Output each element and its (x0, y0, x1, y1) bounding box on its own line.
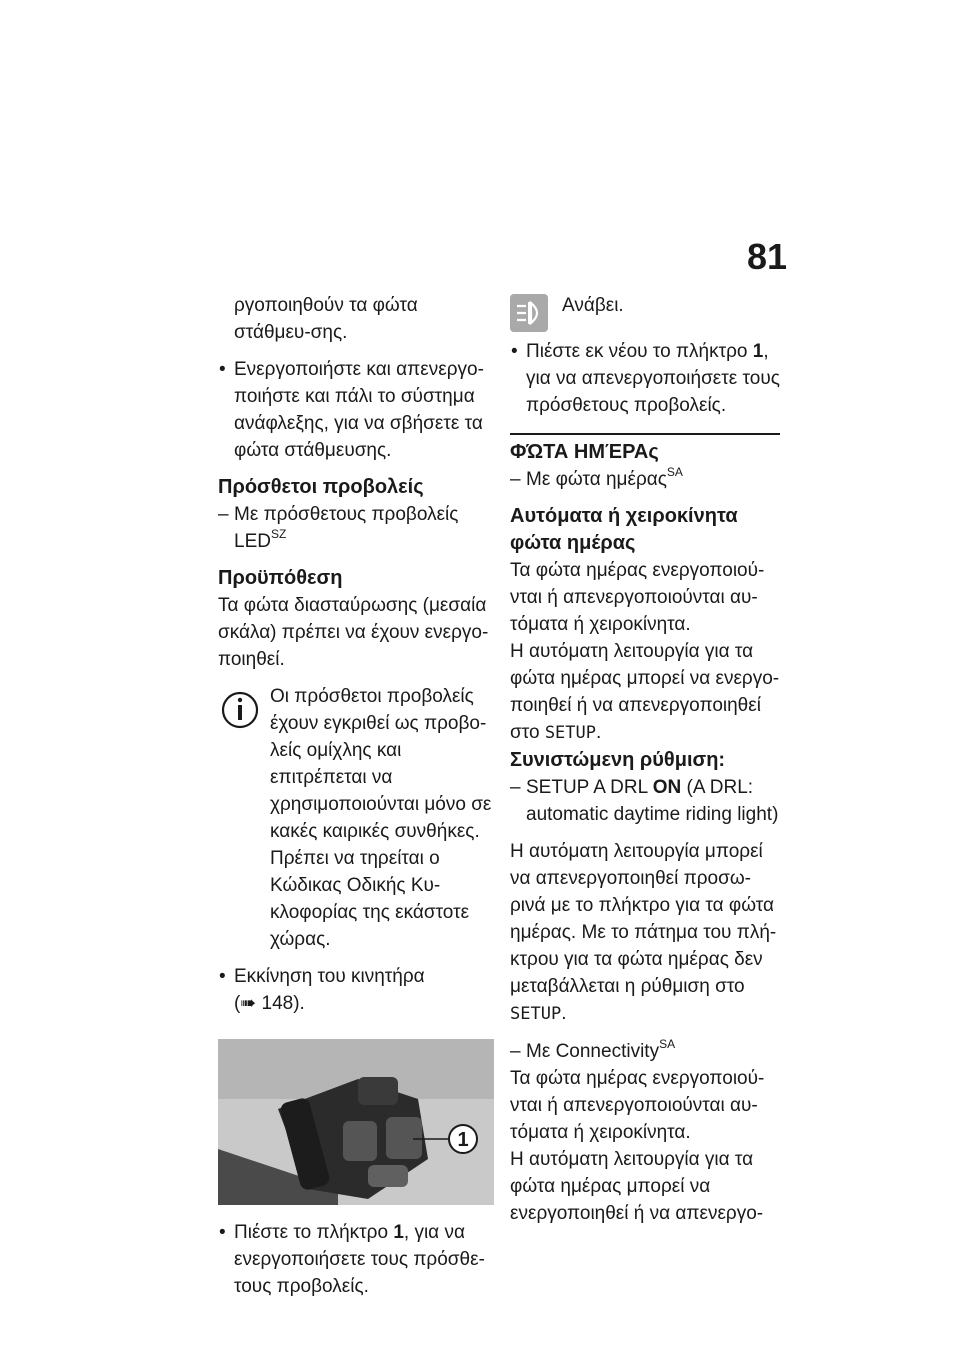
bullet-press-again (510, 338, 780, 419)
precondition-text: Τα φώτα διασταύρωσης (μεσαία σκάλα) πρέπει να έχουν ενεργο-ποιηθεί. (218, 595, 489, 670)
para-auto-mode-text: Η αυτόματη λειτουργία για τα φώτα ημέρας μπορεί να ενεργο-ποιηθεί ή να απενεργοποιηθεί στο (510, 641, 780, 743)
heading-additional-lights: Πρόσθετοι προβολείς (218, 476, 424, 498)
setting-path: SETUP A DRL (526, 777, 648, 798)
button-number: 1 (393, 1222, 404, 1243)
section-title-drl: ΦΏΤΑ ΗΜΈΡΑς (510, 433, 780, 466)
setting-desc: (A DRL: (686, 777, 754, 798)
para-auto-mode-end: . (596, 722, 602, 743)
para-connectivity-2: Η αυτόματη λειτουργία για τα φώτα ημέρας μπορεί να ενεργοποιηθεί ή να απενεργο- (510, 1149, 764, 1224)
bullet-start-engine: • Εκκίνηση του κινητήρα (218, 963, 494, 990)
continued-text: ργοποιηθούν τα φώτα στάθμευ-σης. (234, 295, 418, 343)
left-column (218, 292, 494, 1300)
recommended-setting (510, 774, 780, 828)
option-code-sa-2: SA (659, 1036, 676, 1051)
para-temporary-end: . (561, 1003, 567, 1024)
bullet-press-again-text: Πιέστε εκ νέου το πλήκτρο (526, 341, 748, 362)
right-column (510, 292, 780, 1227)
bullet-press-again-rest: , για να απενεργοποιήσετε τους πρόσθετους προβολείς. (526, 341, 780, 416)
setup-menu-ref-2: SETUP (510, 1004, 562, 1024)
option-code-sz: SZ (270, 526, 287, 541)
auxiliary-light-icon (510, 294, 548, 332)
heading-precondition: Προϋπόθεση (218, 567, 343, 589)
photo-callout-1: 1 (457, 1129, 469, 1151)
lights-on-row (510, 292, 780, 338)
setup-menu-ref: SETUP (544, 723, 596, 743)
bullet-press-rest: , για να ενεργοποιήσετε τους πρόσθε-τους προβολείς. (234, 1222, 485, 1297)
option-code-sa: SA (666, 464, 683, 479)
heading-recommended: Συνιστώμενη ρύθμιση: (510, 749, 726, 771)
lights-on-text: Ανάβει. (562, 295, 624, 316)
button-number-2: 1 (752, 341, 764, 362)
bullet-press-button (218, 1219, 494, 1300)
setting-value: ON (652, 777, 682, 798)
page-number: 81 (746, 236, 787, 277)
para-temporary-disable (510, 838, 780, 1028)
dash-led-text: Με πρόσθετους προβολείς LED (234, 504, 459, 552)
dash-connectivity-text: Με Connectivity (526, 1041, 660, 1062)
heading-auto-manual: Αυτόματα ή χειροκίνητα φώτα ημέρας (510, 505, 738, 554)
bullet-ignition: • Ενεργοποιήστε και απενεργο-ποιήστε και πάλι το σύστημα ανάφλεξης, για να σβήσετε τα φώτα στάθμευσης. (218, 356, 494, 464)
dash-connectivity (510, 1038, 780, 1065)
handlebar-switch-photo (218, 1039, 494, 1205)
bullet-press-text: Πιέστε το πλήκτρο (234, 1222, 389, 1243)
para-connectivity-1: Τα φώτα ημέρας ενεργοποιού-νται ή απενεργοποιούνται αυ-τόματα ή χειροκίνητα. (510, 1068, 765, 1143)
dash-led-lights (218, 501, 494, 555)
info-icon (220, 689, 260, 729)
setting-desc-2: automatic daytime riding light) (526, 804, 779, 825)
info-note (218, 683, 494, 953)
info-text: Οι πρόσθετοι προβολείς έχουν εγκριθεί ως προβο-λείς ομίχλης και επιτρέπεται να χρησιμοποιούνται μόνο σε κακές καιρικές συνθήκες. Πρέπει να τηρείται ο Κώδικας Οδικής Κυ-κλοφορίας της εκάστοτε χώρας. (270, 686, 492, 950)
dash-daytime-lights (510, 466, 780, 493)
para-auto-manual: Τα φώτα ημέρας ενεργοποιού-νται ή απενεργοποιούνται αυ-τόματα ή χειροκίνητα. (510, 560, 765, 635)
page-reference: (➠ 148). (234, 993, 305, 1014)
dash-daytime-text: Με φώτα ημέρας (526, 469, 667, 490)
para-auto-mode (510, 638, 780, 747)
para-temporary-text: Η αυτόματη λειτουργία μπορεί να απενεργοποιηθεί προσω-ρινά με το πλήκτρο για τα φώτα ημέρας. Με το πάτημα του πλή-κτρου για τα φώτα ημέρας δεν μεταβάλλεται η ρύθμιση στο (510, 841, 777, 997)
